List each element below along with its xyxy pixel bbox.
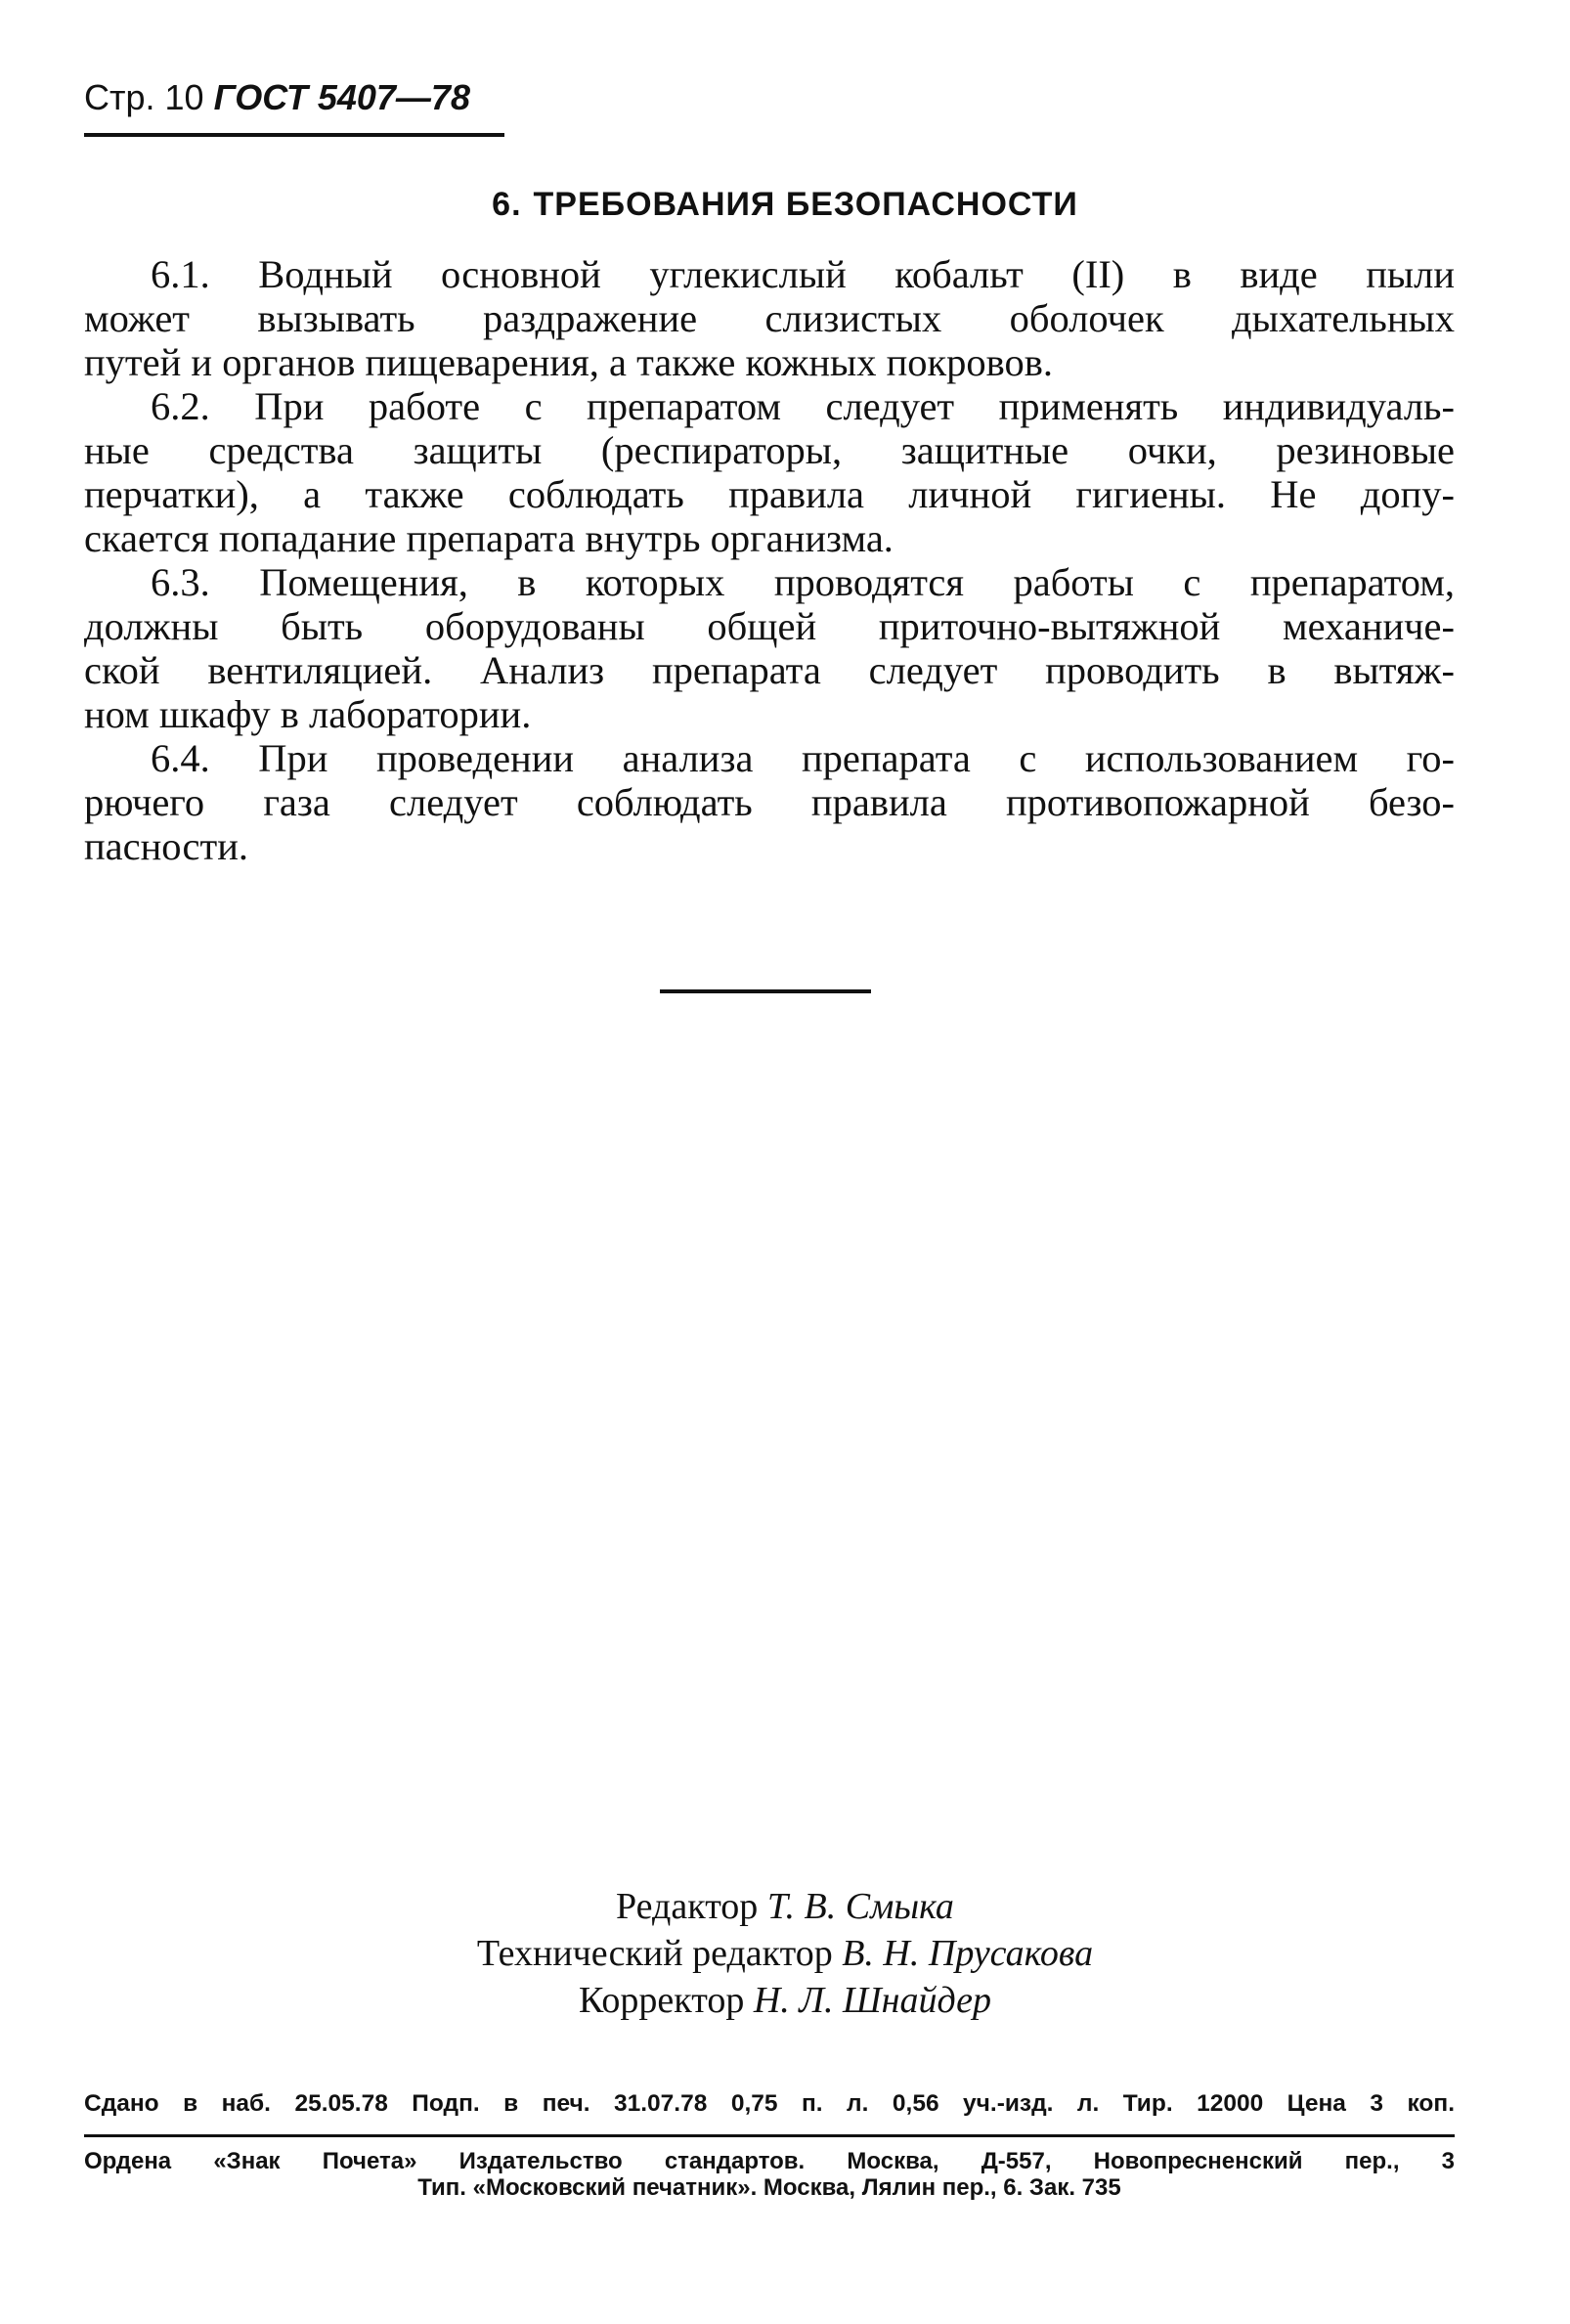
credit-editor — [0, 1883, 1570, 1930]
text-line: 6.4. При проведении анализа препарата с использованием го- — [151, 736, 1455, 780]
section-title — [0, 186, 1570, 224]
header-text — [84, 76, 504, 119]
credit-person: Т. В. Смыка — [766, 1886, 954, 1927]
standard-number: 5407—78 — [317, 77, 470, 117]
printer-line-typography: Тип. «Московский печатник». Москва, Лялин пер., 6. Зак. 735 — [417, 2174, 1121, 2201]
paragraph-6-4 — [84, 736, 1455, 868]
end-rule — [660, 989, 871, 993]
credit-person: Н. Л. Шнайдер — [753, 1980, 992, 2021]
section-number: 6. — [492, 186, 522, 223]
credit-role: Редактор — [616, 1886, 759, 1927]
credit-person: В. Н. Прусакова — [842, 1933, 1094, 1974]
printer-info — [84, 2148, 1455, 2201]
body-text — [84, 252, 1455, 868]
text-line: перчатки), а также соблюдать правила личной гигиены. Не допу- — [84, 472, 1455, 516]
paragraph-6-2 — [84, 384, 1455, 560]
text-line: 6.1. Водный основной углекислый кобальт (II) в виде пыли — [151, 252, 1455, 296]
text-line: скается попадание препарата внутрь организма. — [84, 516, 894, 560]
page-label: Стр. 10 — [84, 77, 204, 117]
text-line: пасности. — [84, 824, 249, 868]
paragraph-6-1 — [84, 252, 1455, 384]
credit-role: Технический редактор — [476, 1933, 833, 1974]
text-line: ской вентиляцией. Анализ препарата следует проводить в вытяж- — [84, 648, 1455, 692]
text-line: должны быть оборудованы общей приточно-вытяжной механиче- — [84, 604, 1455, 648]
imprint-rule — [84, 2134, 1455, 2137]
text-line: может вызывать раздражение слизистых оболочек дыхательных — [84, 296, 1455, 340]
text-line: ные средства защиты (респираторы, защитные очки, резиновые — [84, 428, 1455, 472]
text-line: 6.3. Помещения, в которых проводятся работы с препаратом, — [151, 560, 1455, 604]
text-line: рючего газа следует соблюдать правила противопожарной безо- — [84, 780, 1455, 824]
credit-role: Корректор — [578, 1980, 745, 2021]
imprint-line: Сдано в наб. 25.05.78 Подп. в печ. 31.07.78 0,75 п. л. 0,56 уч.-изд. л. Тир. 12000 Цена 3 коп. — [84, 2090, 1455, 2117]
text-line: 6.2. При работе с препаратом следует применять индивидуаль- — [151, 384, 1455, 428]
credits — [0, 1883, 1570, 2024]
standard-label: ГОСТ — [213, 77, 308, 117]
text-line: ном шкафу в лаборатории. — [84, 692, 532, 736]
section-heading: ТРЕБОВАНИЯ БЕЗОПАСНОСТИ — [533, 186, 1078, 223]
printer-line-publisher: Ордена «Знак Почета» Издательство стандартов. Москва, Д-557, Новопресненский пер., 3 — [84, 2148, 1455, 2174]
paragraph-6-3 — [84, 560, 1455, 736]
credit-proofreader — [0, 1977, 1570, 2024]
text-line: путей и органов пищеварения, а также кожных покровов. — [84, 340, 1054, 384]
credit-technical-editor — [0, 1930, 1570, 1977]
page-header — [84, 76, 504, 141]
header-rule — [84, 133, 504, 137]
